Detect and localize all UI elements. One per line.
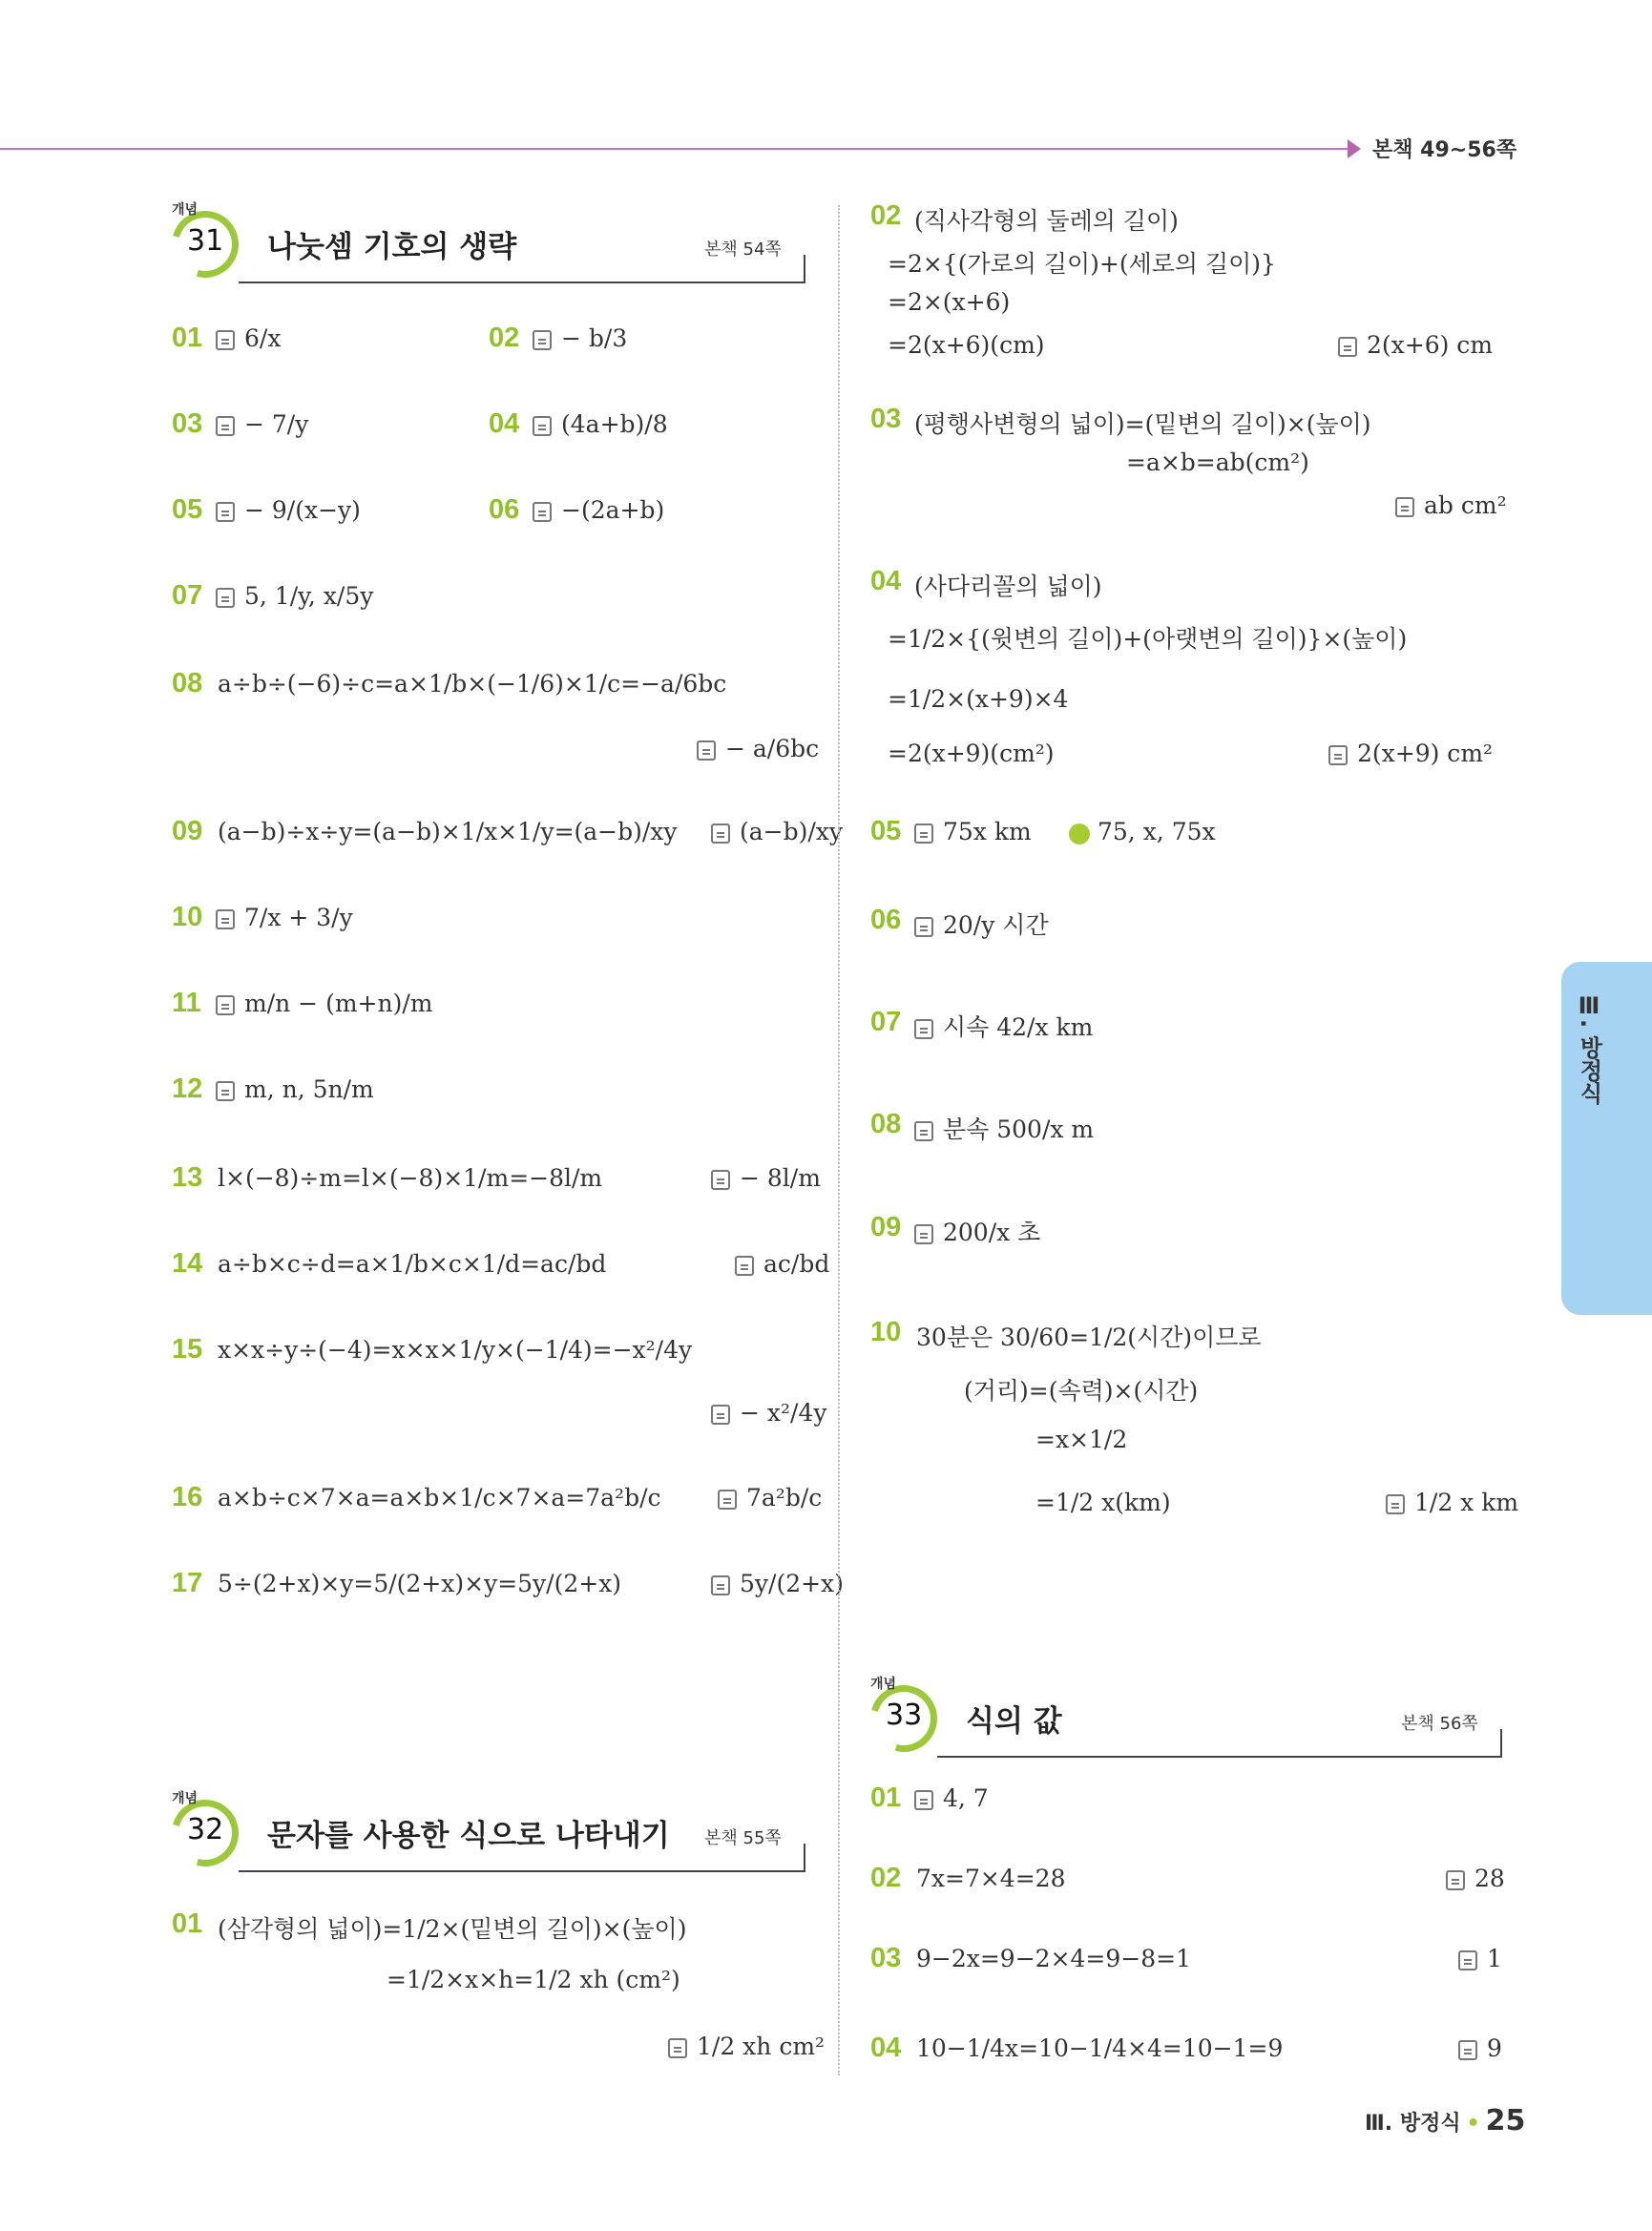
solution-text: =x×1/2 bbox=[1035, 1426, 1128, 1453]
solution-text: (직사각형의 둘레의 길이) bbox=[914, 207, 1179, 235]
solution-text: =1/2 x(km) bbox=[1035, 1489, 1171, 1516]
problem-number: 10 bbox=[870, 1317, 902, 1347]
answer-text: m, n, 5n/m bbox=[216, 1075, 374, 1103]
answer-icon bbox=[914, 1121, 933, 1141]
solution-text: a×b÷c×7×a=a×b×1/c×7×a=7a²b/c bbox=[218, 1484, 661, 1512]
answer-icon bbox=[533, 330, 552, 350]
footer-dot: • bbox=[1466, 2112, 1480, 2136]
problem-number: 17 bbox=[172, 1568, 203, 1598]
concept-underline bbox=[937, 1756, 1502, 1758]
answer-icon bbox=[914, 824, 933, 844]
problem-number: 08 bbox=[870, 1109, 902, 1139]
concept-title: 나눗셈 기호의 생략 bbox=[267, 230, 517, 264]
problem-number: 06 bbox=[870, 905, 902, 935]
answer-icon bbox=[216, 1081, 235, 1101]
solution-text: l×(−8)÷m=l×(−8)×1/m=−8l/m bbox=[218, 1164, 603, 1192]
problem-number: 01 bbox=[870, 1783, 902, 1813]
answer-icon bbox=[718, 1490, 737, 1510]
concept-ref: 본책 56쪽 bbox=[1401, 1714, 1478, 1734]
answer-icon bbox=[533, 416, 552, 436]
problem-number: 15 bbox=[172, 1334, 203, 1365]
problem-number: 03 bbox=[870, 1943, 902, 1973]
answer-icon bbox=[1395, 497, 1414, 517]
concept-tag: 개념 bbox=[172, 202, 199, 218]
answer-text: 7a²b/c bbox=[718, 1484, 822, 1512]
problem-number: 04 bbox=[870, 566, 902, 596]
answer-icon bbox=[711, 824, 730, 844]
solution-text: x×x÷y÷(−4)=x×x×1/y×(−1/4)=−x²/4y bbox=[218, 1336, 693, 1364]
concept-underline bbox=[239, 281, 805, 283]
answer-icon bbox=[914, 1224, 933, 1244]
header-rule bbox=[0, 148, 1348, 150]
answer-text: − 7/y bbox=[216, 410, 308, 438]
answer-text: 분속 500/x m bbox=[914, 1111, 1094, 1145]
page-number: 25 bbox=[1485, 2104, 1526, 2137]
answer-icon bbox=[1338, 337, 1357, 357]
answer-text: − a/6bc bbox=[697, 735, 819, 762]
answer-text: 1/2 xh cm² bbox=[668, 2033, 825, 2060]
problem-number: 07 bbox=[870, 1007, 902, 1037]
answer-text: − x²/4y bbox=[711, 1399, 826, 1427]
concept-title: 식의 값 bbox=[966, 1704, 1062, 1739]
answer-text: (4a+b)/8 bbox=[533, 410, 668, 438]
solution-text: 7x=7×4=28 bbox=[916, 1865, 1066, 1892]
solution-text: =1/2×x×h=1/2 xh (cm²) bbox=[387, 1966, 680, 1993]
answer-icon bbox=[711, 1575, 730, 1595]
problem-number: 10 bbox=[172, 902, 203, 932]
answer-icon bbox=[1458, 1950, 1477, 1970]
solution-text: =1/2×(x+9)×4 bbox=[888, 685, 1069, 713]
page-footer bbox=[1365, 2104, 1525, 2137]
answer-text: − 9/(x−y) bbox=[216, 496, 361, 524]
hint-text: 75, x, 75x bbox=[1069, 818, 1216, 845]
answer-text: 2(x+9) cm² bbox=[1328, 740, 1493, 767]
answer-text: 9 bbox=[1458, 2034, 1502, 2062]
answer-text: 1/2 x km bbox=[1386, 1489, 1518, 1516]
chevron-right-icon bbox=[1348, 139, 1361, 158]
solution-text: (a−b)÷x÷y=(a−b)×1/x×1/y=(a−b)/xy bbox=[218, 818, 678, 845]
problem-number: 03 bbox=[870, 404, 902, 434]
problem-number: 05 bbox=[172, 494, 203, 525]
solution-text: (평행사변형의 넓이)=(밑변의 길이)×(높이) bbox=[914, 410, 1371, 438]
answer-text: 200/x 초 bbox=[914, 1214, 1040, 1248]
answer-icon bbox=[1328, 745, 1348, 765]
answer-icon bbox=[216, 909, 235, 929]
problem-number: 09 bbox=[870, 1212, 902, 1242]
answer-text: (a−b)/xy bbox=[711, 818, 843, 845]
problem-number: 08 bbox=[172, 668, 203, 698]
answer-text: − 8l/m bbox=[711, 1164, 821, 1192]
answer-icon bbox=[216, 330, 235, 350]
answer-text: 7/x + 3/y bbox=[216, 904, 353, 931]
answer-icon bbox=[216, 416, 235, 436]
concept-tag: 개념 bbox=[172, 1791, 199, 1806]
problem-number: 02 bbox=[870, 200, 902, 231]
problem-number: 06 bbox=[489, 494, 520, 525]
solution-text: (삼각형의 넓이)=1/2×(밑변의 길이)×(높이) bbox=[218, 1915, 687, 1943]
answer-text: 28 bbox=[1446, 1865, 1505, 1892]
solution-text: =2×(x+6) bbox=[888, 288, 1011, 316]
concept-tag: 개념 bbox=[870, 1677, 897, 1692]
problem-number: 12 bbox=[172, 1074, 203, 1104]
concept-ref: 본책 54쪽 bbox=[704, 240, 782, 260]
concept-title: 문자를 사용한 식으로 나타내기 bbox=[267, 1819, 670, 1853]
answer-icon bbox=[1386, 1494, 1405, 1514]
answer-icon bbox=[216, 502, 235, 522]
concept-underline-tick bbox=[804, 1844, 805, 1872]
answer-icon bbox=[914, 917, 933, 937]
concept-31-header bbox=[172, 196, 806, 287]
answer-icon bbox=[711, 1170, 730, 1190]
solution-text: =a×b=ab(cm²) bbox=[1126, 448, 1309, 476]
answer-text: 시속 42/x km bbox=[914, 1009, 1093, 1043]
answer-icon bbox=[914, 1019, 933, 1039]
concept-number: 33 bbox=[886, 1699, 923, 1732]
problem-number: 01 bbox=[172, 1908, 203, 1939]
answer-text: 1 bbox=[1458, 1945, 1502, 1972]
solution-text: 9−2x=9−2×4=9−8=1 bbox=[916, 1945, 1191, 1972]
answer-icon bbox=[216, 588, 235, 608]
problem-number: 13 bbox=[172, 1162, 203, 1193]
pencil-icon bbox=[1069, 824, 1090, 844]
problem-number: 05 bbox=[870, 816, 902, 846]
answer-text: ac/bd bbox=[735, 1250, 829, 1278]
answer-text: 2(x+6) cm bbox=[1338, 331, 1493, 359]
answer-icon bbox=[533, 502, 552, 522]
answer-text: 5y/(2+x) bbox=[711, 1570, 844, 1597]
problem-number: 02 bbox=[489, 323, 520, 353]
answer-icon bbox=[697, 740, 716, 761]
answer-text: 5, 1/y, x/5y bbox=[216, 582, 373, 610]
answer-icon bbox=[914, 1790, 933, 1810]
concept-32-header bbox=[172, 1784, 806, 1876]
problem-number: 03 bbox=[172, 408, 203, 439]
column-divider bbox=[838, 205, 840, 2075]
problem-number: 16 bbox=[172, 1482, 203, 1512]
answer-text: − b/3 bbox=[533, 324, 627, 352]
answer-text: 4, 7 bbox=[914, 1784, 989, 1812]
answer-text: ab cm² bbox=[1395, 491, 1507, 519]
problem-number: 11 bbox=[172, 988, 201, 1018]
header-ref: 본책 49~56쪽 bbox=[1372, 138, 1517, 162]
solution-text: 5÷(2+x)×y=5/(2+x)×y=5y/(2+x) bbox=[218, 1570, 622, 1597]
problem-number: 02 bbox=[870, 1863, 902, 1893]
solution-text: =2(x+6)(cm) bbox=[888, 331, 1045, 359]
solution-text: =2(x+9)(cm²) bbox=[888, 740, 1055, 767]
problem-number: 04 bbox=[870, 2033, 902, 2063]
concept-number: 32 bbox=[187, 1813, 224, 1846]
answer-icon bbox=[735, 1256, 754, 1276]
solution-text: =2×{(가로의 길이)+(세로의 길이)} bbox=[888, 250, 1276, 278]
problem-number: 09 bbox=[172, 816, 203, 846]
problem-number: 07 bbox=[172, 580, 203, 611]
footer-chapter: Ⅲ. 방정식 bbox=[1365, 2112, 1461, 2136]
answer-icon bbox=[711, 1405, 730, 1425]
solution-text: =1/2×{(윗변의 길이)+(아랫변의 길이)}×(높이) bbox=[888, 625, 1408, 653]
answer-text: −(2a+b) bbox=[533, 496, 664, 524]
answer-text: 75x km bbox=[914, 818, 1032, 845]
problem-number: 04 bbox=[489, 408, 520, 439]
solution-text: 30분은 30/60=1/2(시간)이므로 bbox=[916, 1324, 1262, 1351]
answer-icon bbox=[1458, 2040, 1477, 2060]
concept-33-header bbox=[870, 1670, 1505, 1762]
answer-text: m/n − (m+n)/m bbox=[216, 990, 432, 1017]
answer-icon bbox=[668, 2038, 687, 2058]
answer-icon bbox=[1446, 1870, 1465, 1890]
solution-text: a÷b×c÷d=a×1/b×c×1/d=ac/bd bbox=[218, 1250, 607, 1278]
concept-underline bbox=[239, 1870, 805, 1872]
concept-underline-tick bbox=[804, 255, 805, 283]
problem-number: 01 bbox=[172, 323, 203, 353]
chapter-side-tab-label: Ⅲ. 방정식 bbox=[1576, 992, 1602, 1105]
solution-text: a÷b÷(−6)÷c=a×1/b×(−1/6)×1/c=−a/6bc bbox=[218, 670, 727, 698]
solution-text: (사다리꼴의 넓이) bbox=[914, 573, 1102, 600]
concept-underline-tick bbox=[1500, 1729, 1502, 1758]
solution-text: 10−1/4x=10−1/4×4=10−1=9 bbox=[916, 2034, 1284, 2062]
answer-text: 20/y 시간 bbox=[914, 907, 1049, 941]
solution-text: (거리)=(속력)×(시간) bbox=[964, 1377, 1199, 1405]
answer-icon bbox=[216, 995, 235, 1015]
answer-text: 6/x bbox=[216, 324, 281, 352]
concept-ref: 본책 55쪽 bbox=[704, 1828, 782, 1848]
concept-number: 31 bbox=[187, 224, 224, 258]
problem-number: 14 bbox=[172, 1248, 203, 1279]
